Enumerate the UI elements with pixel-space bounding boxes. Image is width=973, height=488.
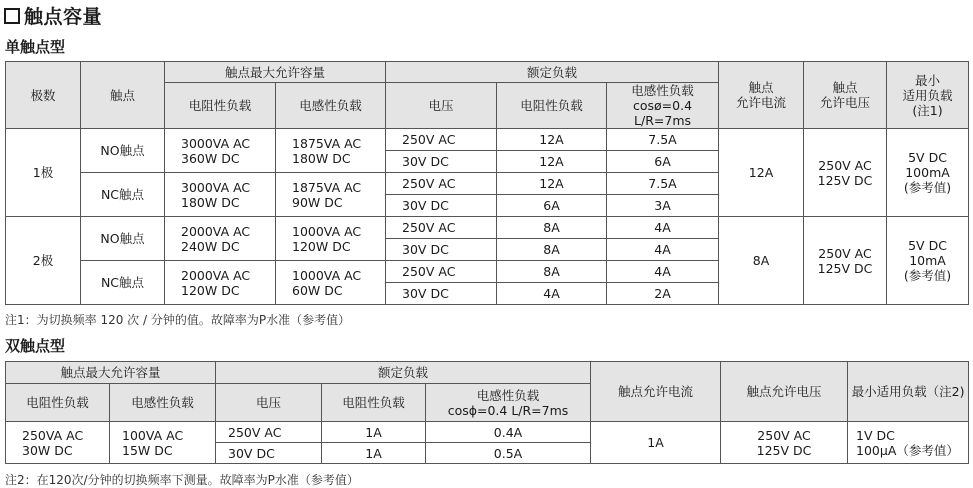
header-allow-voltage: 触点允许电压 (721, 362, 848, 422)
pole-cell: 2极 (6, 217, 81, 305)
rated-resistive-cell: 8A (497, 217, 607, 239)
header-poles: 极数 (6, 62, 81, 129)
section2-heading: 双触点型 (5, 337, 66, 355)
voltage-cell: 250V AC (386, 217, 497, 239)
header-allow-voltage: 触点 允许电压 (804, 62, 887, 129)
rated-resistive-cell: 12A (497, 173, 607, 195)
inductive-capacity: 1875VA AC 180W DC (276, 129, 386, 173)
contact-cell: NC触点 (81, 173, 165, 217)
section1-heading: 单触点型 (5, 38, 66, 56)
header-rated-resistive: 电阻性负载 (322, 384, 426, 422)
page-title: 触点容量 (4, 2, 102, 29)
header-max-capacity: 触点最大允许容量 (6, 362, 216, 384)
single-contact-table (5, 61, 969, 305)
header-min-load: 最小 适用负载 (注1) (887, 62, 969, 129)
rated-inductive-cell: 7.5A (607, 129, 719, 151)
header-rated-inductive: 电感性负载 cosϕ=0.4 L/R=7ms (426, 384, 591, 422)
header-voltage: 电压 (216, 384, 322, 422)
inductive-capacity: 1000VA AC 120W DC (276, 217, 386, 261)
header-resistive: 电阻性负载 (165, 83, 276, 129)
header-rated-load: 额定负载 (386, 62, 719, 83)
resistive-capacity: 3000VA AC 360W DC (165, 129, 276, 173)
resistive-capacity: 3000VA AC 180W DC (165, 173, 276, 217)
header-inductive: 电感性负载 (276, 83, 386, 129)
allow-voltage-cell: 250V AC 125V DC (721, 422, 848, 464)
allow-current-cell: 8A (719, 217, 804, 305)
rated-inductive-cell: 6A (607, 151, 719, 173)
rated-inductive-cell: 4A (607, 239, 719, 261)
header-allow-current: 触点 允许电流 (719, 62, 804, 129)
inductive-capacity: 1875VA AC 90W DC (276, 173, 386, 217)
voltage-cell: 30V DC (386, 151, 497, 173)
contact-cell: NC触点 (81, 261, 165, 305)
rated-resistive-cell: 12A (497, 129, 607, 151)
rated-resistive-cell: 4A (497, 283, 607, 305)
voltage-cell: 30V DC (386, 195, 497, 217)
rated-inductive-cell: 3A (607, 195, 719, 217)
rated-inductive-cell: 4A (607, 217, 719, 239)
header-allow-current: 触点允许电流 (591, 362, 721, 422)
resistive-capacity: 250VA AC 30W DC (6, 422, 110, 464)
header-max-capacity: 触点最大允许容量 (165, 62, 386, 83)
allow-current-cell: 12A (719, 129, 804, 217)
header-min-load: 最小适用负载（注2) (848, 362, 969, 422)
note-1: 注1：为切换频率 120 次 / 分钟的值。故障率为P水准（参考值） (5, 313, 351, 327)
resistive-capacity: 2000VA AC 120W DC (165, 261, 276, 305)
rated-resistive-cell: 1A (322, 422, 426, 443)
rated-resistive-cell: 12A (497, 151, 607, 173)
rated-resistive-cell: 1A (322, 443, 426, 464)
allow-voltage-cell: 250V AC 125V DC (804, 217, 887, 305)
voltage-cell: 30V DC (216, 443, 322, 464)
contact-cell: NO触点 (81, 217, 165, 261)
min-load-cell: 1V DC 100μA（参考值） (848, 422, 969, 464)
voltage-cell: 30V DC (386, 239, 497, 261)
table-row (6, 217, 969, 239)
table-row (6, 129, 969, 151)
min-load-cell: 5V DC 10mA (参考值) (887, 217, 969, 305)
header-resistive: 电阻性负载 (6, 384, 110, 422)
header-voltage: 电压 (386, 83, 497, 129)
rated-inductive-cell: 2A (607, 283, 719, 305)
voltage-cell: 250V AC (386, 129, 497, 151)
allow-current-cell: 1A (591, 422, 721, 464)
resistive-capacity: 2000VA AC 240W DC (165, 217, 276, 261)
header-rated-inductive: 电感性负载 cosø=0.4 L/R=7ms (607, 83, 719, 129)
inductive-capacity: 1000VA AC 60W DC (276, 261, 386, 305)
rated-resistive-cell: 8A (497, 239, 607, 261)
rated-inductive-cell: 0.4A (426, 422, 591, 443)
rated-resistive-cell: 8A (497, 261, 607, 283)
header-inductive: 电感性负载 (110, 384, 216, 422)
table-row (6, 422, 969, 443)
voltage-cell: 30V DC (386, 283, 497, 305)
voltage-cell: 250V AC (386, 173, 497, 195)
note-2: 注2：在120次/分钟的切换频率下测量。故障率为P水准（参考值） (5, 473, 359, 487)
rated-inductive-cell: 7.5A (607, 173, 719, 195)
rated-resistive-cell: 6A (497, 195, 607, 217)
double-contact-table (5, 361, 969, 464)
inductive-capacity: 100VA AC 15W DC (110, 422, 216, 464)
contact-cell: NO触点 (81, 129, 165, 173)
allow-voltage-cell: 250V AC 125V DC (804, 129, 887, 217)
header-rated-resistive: 电阻性负载 (497, 83, 607, 129)
header-contact: 触点 (81, 62, 165, 129)
checkbox-square-icon (4, 8, 20, 24)
voltage-cell: 250V AC (386, 261, 497, 283)
pole-cell: 1极 (6, 129, 81, 217)
header-rated-load: 额定负载 (216, 362, 591, 384)
rated-inductive-cell: 4A (607, 261, 719, 283)
voltage-cell: 250V AC (216, 422, 322, 443)
rated-inductive-cell: 0.5A (426, 443, 591, 464)
min-load-cell: 5V DC 100mA (参考值) (887, 129, 969, 217)
